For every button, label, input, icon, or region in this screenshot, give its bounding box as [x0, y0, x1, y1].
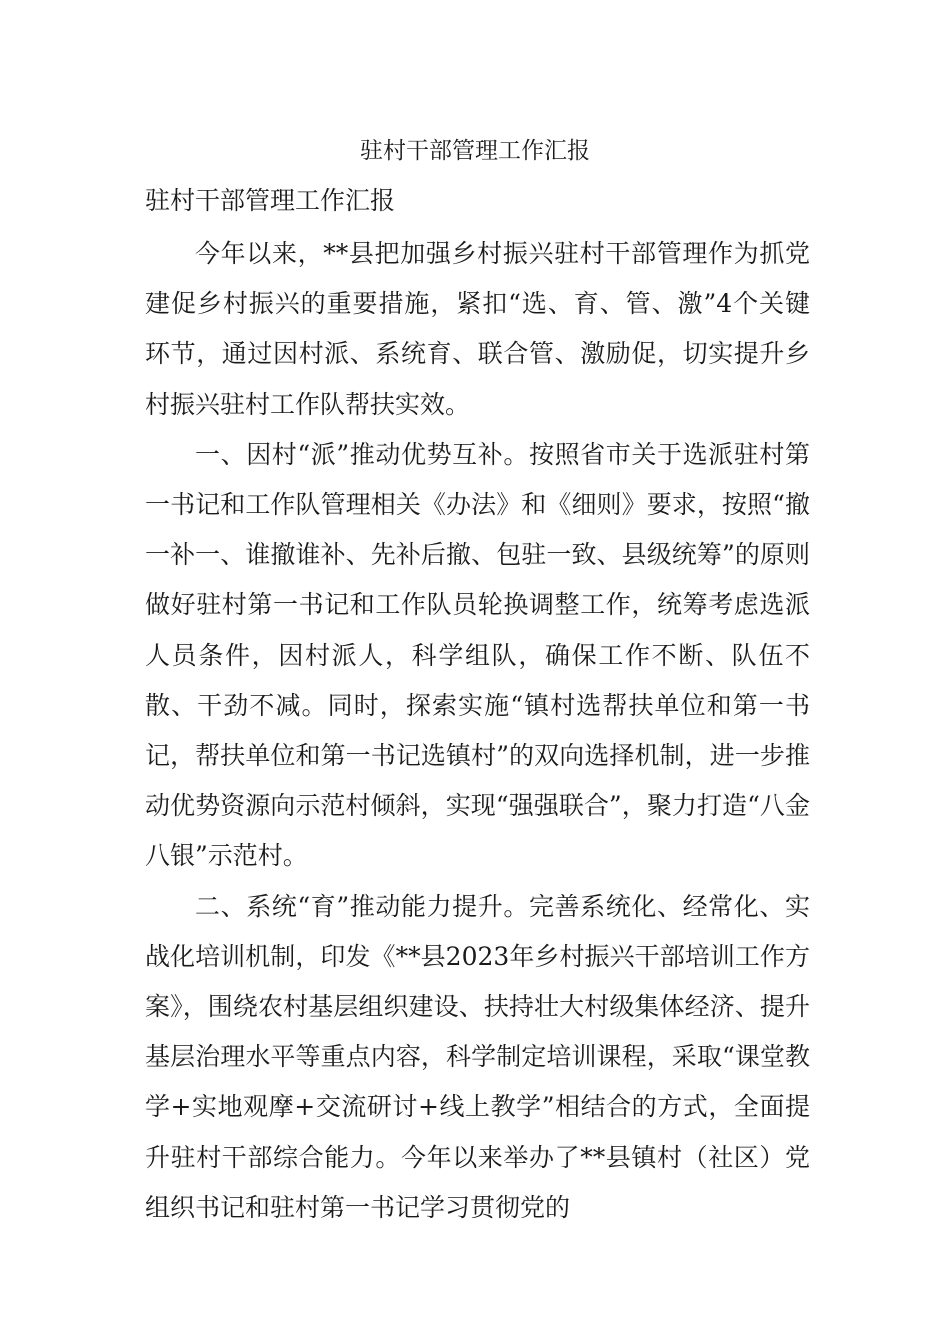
- paragraph-intro: 今年以来，**县把加强乡村振兴驻村干部管理作为抓党建促乡村振兴的重要措施，紧扣“选、育、管、激”4个关键环节，通过因村派、系统育、联合管、激励促，切实提升乡村振兴驻村工作队帮扶实效。: [145, 239, 810, 419]
- document-title: 驻村干部管理工作汇报: [360, 138, 590, 164]
- document-subtitle: 驻村干部管理工作汇报: [145, 186, 396, 215]
- document-body: [145, 229, 810, 1233]
- paragraph-section-two: 二、系统“育”推动能力提升。完善系统化、经常化、实战化培训机制，印发《**县2023年乡村振兴干部培训工作方案》，围绕农村基层组织建设、扶持壮大村级集体经济、提升基层治理水平等重点内容，科学制定培训课程，采取“课堂教学+实地观摩+交流研讨+线上教学”相结合的方式，全面提升驻村干部综合能力。今年以来举办了**县镇村（社区）党组织书记和驻村第一书记学习贯彻党的: [145, 891, 810, 1222]
- paragraph-section-one: 一、因村“派”推动优势互补。按照省市关于选派驻村第一书记和工作队管理相关《办法》和《细则》要求，按照“撤一补一、谁撤谁补、先补后撤、包驻一致、县级统筹”的原则做好驻村第一书记和工作队员轮换调整工作，统筹考虑选派人员条件，因村派人，科学组队，确保工作不断、队伍不散、干劲不减。同时，探索实施“镇村选帮扶单位和第一书记，帮扶单位和第一书记选镇村”的双向选择机制，进一步推动优势资源向示范村倾斜，实现“强强联合”，聚力打造“八金八银”示范村。: [145, 439, 810, 871]
